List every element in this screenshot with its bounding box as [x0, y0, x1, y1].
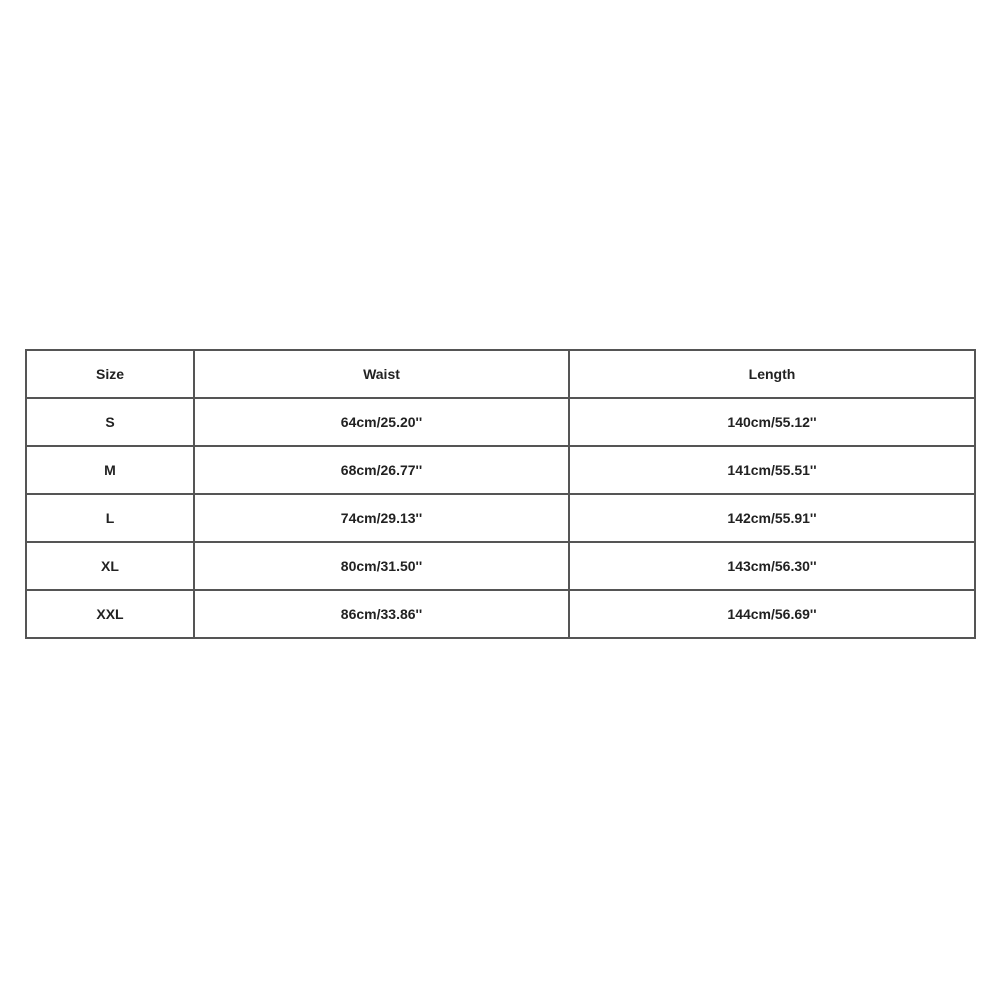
size-cell: S [26, 398, 194, 446]
waist-cell: 64cm/25.20'' [194, 398, 569, 446]
table-row [26, 590, 975, 638]
table-row [26, 398, 975, 446]
length-cell: 143cm/56.30'' [569, 542, 975, 590]
table-row [26, 542, 975, 590]
length-cell: 141cm/55.51'' [569, 446, 975, 494]
header-size: Size [26, 350, 194, 398]
length-cell: 144cm/56.69'' [569, 590, 975, 638]
length-cell: 140cm/55.12'' [569, 398, 975, 446]
header-waist: Waist [194, 350, 569, 398]
waist-cell: 68cm/26.77'' [194, 446, 569, 494]
header-length: Length [569, 350, 975, 398]
waist-cell: 74cm/29.13'' [194, 494, 569, 542]
length-cell: 142cm/55.91'' [569, 494, 975, 542]
size-cell: L [26, 494, 194, 542]
header-row [26, 350, 975, 398]
waist-cell: 80cm/31.50'' [194, 542, 569, 590]
table-row [26, 494, 975, 542]
size-cell: XL [26, 542, 194, 590]
size-cell: XXL [26, 590, 194, 638]
size-cell: M [26, 446, 194, 494]
size-chart-table [25, 349, 976, 639]
waist-cell: 86cm/33.86'' [194, 590, 569, 638]
table-row [26, 446, 975, 494]
